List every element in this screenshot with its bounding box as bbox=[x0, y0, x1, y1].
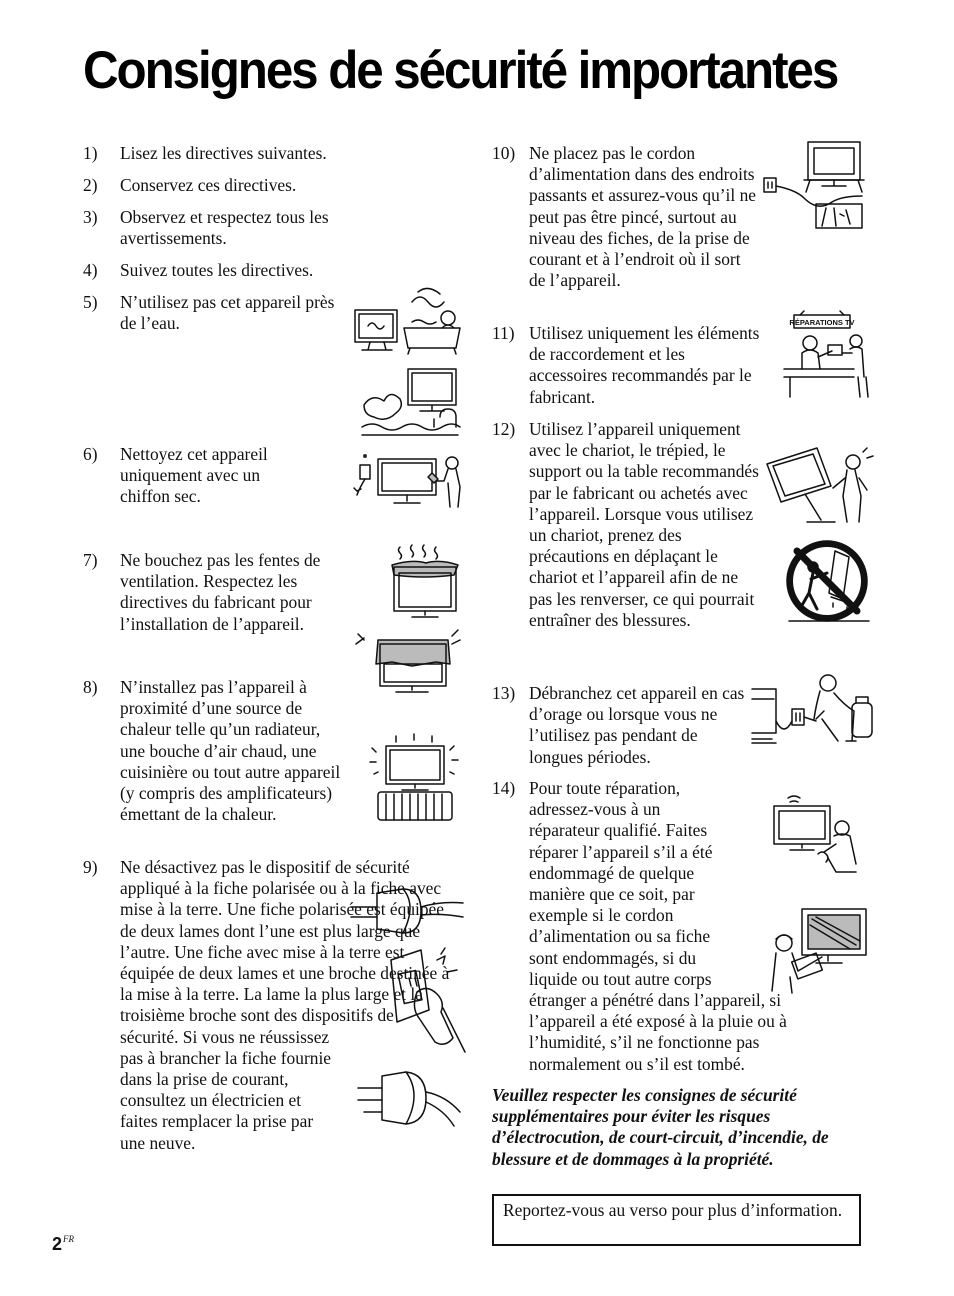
page-language: FR bbox=[63, 1234, 75, 1244]
cloth-on-tv-illustration bbox=[352, 630, 464, 694]
item-number: 9) bbox=[83, 857, 98, 877]
power-cord-placement-illustration bbox=[762, 138, 866, 230]
item-number: 12) bbox=[492, 419, 516, 439]
page-title: Consignes de sécurité importantes bbox=[83, 41, 838, 100]
page-number: $2^{FR}$ bbox=[52, 1234, 75, 1254]
item-number: 7) bbox=[83, 550, 98, 570]
item-number: 4) bbox=[83, 260, 98, 280]
repair-shop-illustration bbox=[780, 313, 874, 399]
item-text: Lisez les directives suivantes. bbox=[120, 143, 327, 163]
item-number: 11) bbox=[492, 323, 515, 343]
unplug-tv-illustration bbox=[752, 671, 874, 745]
item-text: Pour toute réparation, adressez-vous à un réparateur qualifié. Faites réparer l’appareil s’il a été endommagé de quelque manière que ce soit, par exemple si le cordon d’alimentation ou sa fiche sont endommagés, si du liquide ou tout autre corps étranger a pénétré dans l’appareil, si l’appareil a été exposé à la pluie ou à l’humidité, s’il ne fonctionne pas normalement ou s’il est tombé. bbox=[529, 778, 787, 1074]
item-number: 6) bbox=[83, 444, 98, 464]
item-text: N’utilisez pas cet appareil près de l’eau. bbox=[120, 292, 335, 334]
item-text: Débranchez cet appareil en cas d’orage ou lorsque vous ne l’utilisez pas pendant de longues périodes. bbox=[529, 683, 745, 767]
item-number: 14) bbox=[492, 778, 516, 798]
grounding-plug-illustration bbox=[352, 1062, 464, 1134]
tv-near-bathtub-illustration bbox=[352, 288, 464, 360]
item-number: 2) bbox=[83, 175, 98, 195]
item-number: 5) bbox=[83, 292, 98, 312]
item-text: Utilisez uniquement les éléments de raccordement et les accessoires recommandés par le fabricant. bbox=[529, 323, 760, 407]
item-number: 10) bbox=[492, 143, 516, 163]
faulty-tv-illustration bbox=[772, 794, 864, 878]
item-text: Ne bouchez pas les fentes de ventilation. Respectez les directives du fabricant pour l’installation de l’appareil. bbox=[120, 550, 321, 634]
polarized-plug-illustration bbox=[343, 883, 465, 941]
item-text: Utilisez l’appareil uniquement avec le chariot, le trépied, le support ou la table recommandés par le fabricant ou achetés avec l’appareil. Lorsque vous utilisez un chariot, prenez des précautions en déplaçant le chariot et l’appareil afin de ne pas les renverser, ce qui pourrait entraîner des blessures. bbox=[529, 419, 759, 630]
item-number: 8) bbox=[83, 677, 98, 697]
item-number: 3) bbox=[83, 207, 98, 227]
tv-on-radiator-illustration bbox=[366, 734, 464, 822]
tv-repair-technician-illustration bbox=[770, 905, 870, 995]
repair-shop-sign: RÉPARATIONS TV bbox=[789, 318, 855, 327]
item-text: Ne désactivez pas le dispositif de sécurité appliqué à la fiche polarisée ou à la fiche avec mise à la terre. Une fiche polarisée est équipée de deux lames dont l’une est plus large que l’autre. Une fiche avec mise à la terre est équipée de deux lames et une broche destinée à la mise à la terre. La lame la plus large et la troisième broche sont des dispositifs de sécurité. Si vous ne réussissez pas à brancher la fiche fournie dans la prise de courant, consultez un électricien et faites remplacer la prise par une neuve. bbox=[120, 857, 450, 1153]
item-text: Nettoyez cet appareil uniquement avec un chiffon sec. bbox=[120, 444, 268, 507]
item-text: Observez et respectez tous les avertissements. bbox=[120, 207, 329, 249]
item-text: N’installez pas l’appareil à proximité d’une source de chaleur telle qu’un radiateur, une bouche d’air chaud, une cuisinière ou tout autre appareil (y compris des amplificateurs) émettant de la chaleur. bbox=[120, 677, 341, 825]
item-number: 1) bbox=[83, 143, 98, 163]
wiping-tv-illustration bbox=[352, 451, 464, 511]
item-text: Conservez ces directives. bbox=[120, 175, 297, 195]
reverse-side-notice: Reportez-vous au verso pour plus d’information. bbox=[492, 1194, 861, 1246]
tipping-tv-stand-illustration bbox=[763, 444, 873, 526]
item-text: Suivez toutes les directives. bbox=[120, 260, 314, 280]
item-text: Ne placez pas le cordon d’alimentation dans des endroits passants et assurez-vous qu’il ne peut pas être pincé, surtout au niveau des fiches, de la prise de courant et à l’endroit où il sort de l’appareil. bbox=[529, 143, 756, 291]
covered-ventilation-illustration bbox=[388, 543, 462, 623]
outlet-plug-in-illustration bbox=[387, 948, 467, 1054]
cart-tipover-warning-symbol bbox=[783, 537, 875, 623]
tv-near-pool-illustration bbox=[358, 365, 462, 441]
additional-safety-note: Veuillez respecter les consignes de sécurité supplémentaires pour éviter les risques d’électrocution, de court-circuit, d’incendie, de blessure et de dommages à la propriété. bbox=[492, 1085, 829, 1169]
item-number: 13) bbox=[492, 683, 516, 703]
